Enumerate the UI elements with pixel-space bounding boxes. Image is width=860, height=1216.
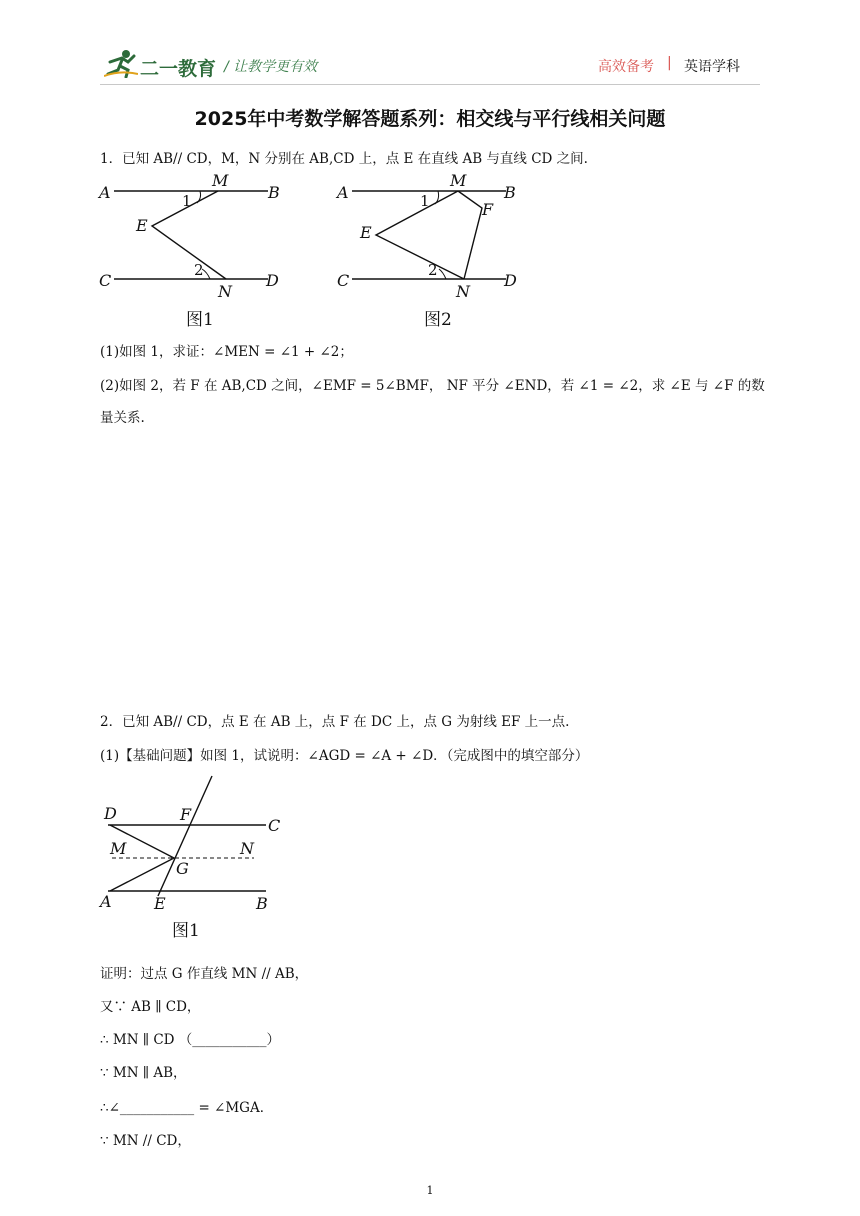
q1-part2-line2: 量关系. xyxy=(100,410,145,426)
q1-stem: 1．已知 AB// CD，M，N 分别在 AB,CD 上，点 E 在直线 AB 与直线 CD 之间. xyxy=(100,151,588,167)
logo-runner-icon xyxy=(104,48,138,78)
fig2-label-C: C xyxy=(337,271,350,290)
q1-figure-1 xyxy=(96,168,296,332)
q2-figure-1 xyxy=(98,772,288,942)
fig-q2-label-A: A xyxy=(100,892,112,911)
proof-line-4: ∵ MN ∥ AB， xyxy=(100,1065,187,1081)
fig-q2-label-F: F xyxy=(180,805,192,824)
fig-q2-caption: 图1 xyxy=(172,921,200,941)
proof-line-5: ∴∠___________ = ∠MGA． xyxy=(100,1100,274,1116)
tag-separator: | xyxy=(667,55,672,71)
proof-line-2: 又∵ AB ∥ CD， xyxy=(100,999,201,1015)
fig-q2-label-D: D xyxy=(104,804,117,823)
fig2-label-E: E xyxy=(360,223,372,242)
fig-q2-label-B: B xyxy=(256,894,268,913)
fig1-label-B: B xyxy=(268,183,280,202)
fig1-label-E: E xyxy=(136,216,148,235)
tag-subject: 英语学科 xyxy=(684,59,740,75)
fig2-label-F: F xyxy=(482,200,494,219)
fig2-angle-2: 2 xyxy=(428,261,438,279)
fig1-angle-1: 1 xyxy=(182,192,192,210)
fig1-angle-2: 2 xyxy=(194,261,204,279)
q2-stem: 2．已知 AB// CD，点 E 在 AB 上，点 F 在 DC 上，点 G 为射线 EF 上一点. xyxy=(100,714,570,730)
proof-line-6: ∵ MN // CD， xyxy=(100,1133,191,1149)
slogan: / 让教学更有效 xyxy=(224,59,318,75)
fig1-caption: 图1 xyxy=(186,310,214,330)
fig1-label-A: A xyxy=(99,183,111,202)
q1-part2-line1: (2)如图 2，若 F 在 AB,CD 之间，∠EMF = 5∠BMF， NF 平分 ∠END，若 ∠1 = ∠2，求 ∠E 与 ∠F 的数 xyxy=(100,378,765,394)
fig2-caption: 图2 xyxy=(424,310,452,330)
proof-line-3: ∴ MN ∥ CD （___________） xyxy=(100,1032,281,1048)
fig-q2-label-E: E xyxy=(154,894,166,913)
header xyxy=(0,0,860,90)
q2-part1: (1)【基础问题】如图 1，试说明：∠AGD = ∠A + ∠D．（完成图中的填空部分） xyxy=(100,748,589,764)
page-title: 2025年中考数学解答题系列：相交线与平行线相关问题 xyxy=(194,108,666,130)
fig-q2-label-C: C xyxy=(268,816,281,835)
fig1-label-M: M xyxy=(212,171,229,190)
proof-line-1: 证明：过点 G 作直线 MN // AB， xyxy=(100,966,309,982)
page-number: 1 xyxy=(426,1184,434,1197)
fig2-label-N: N xyxy=(456,282,470,301)
fig-q2-label-N: N xyxy=(240,839,254,858)
tag-exam-prep: 高效备考 xyxy=(598,59,654,75)
q1-part1: (1)如图 1，求证：∠MEN = ∠1 + ∠2； xyxy=(100,344,353,360)
fig-q2-label-M: M xyxy=(110,839,127,858)
fig2-label-B: B xyxy=(504,183,516,202)
fig2-label-D: D xyxy=(504,271,517,290)
fig2-label-M: M xyxy=(450,171,467,190)
fig2-label-A: A xyxy=(337,183,349,202)
fig1-label-C: C xyxy=(99,271,112,290)
logo-text: 二一教育 xyxy=(140,58,217,80)
fig1-label-D: D xyxy=(266,271,279,290)
fig-q2-label-G: G xyxy=(176,859,189,878)
q1-figure-2 xyxy=(334,168,534,332)
fig1-label-N: N xyxy=(218,282,232,301)
header-divider xyxy=(100,84,760,85)
fig2-angle-1: 1 xyxy=(420,192,430,210)
